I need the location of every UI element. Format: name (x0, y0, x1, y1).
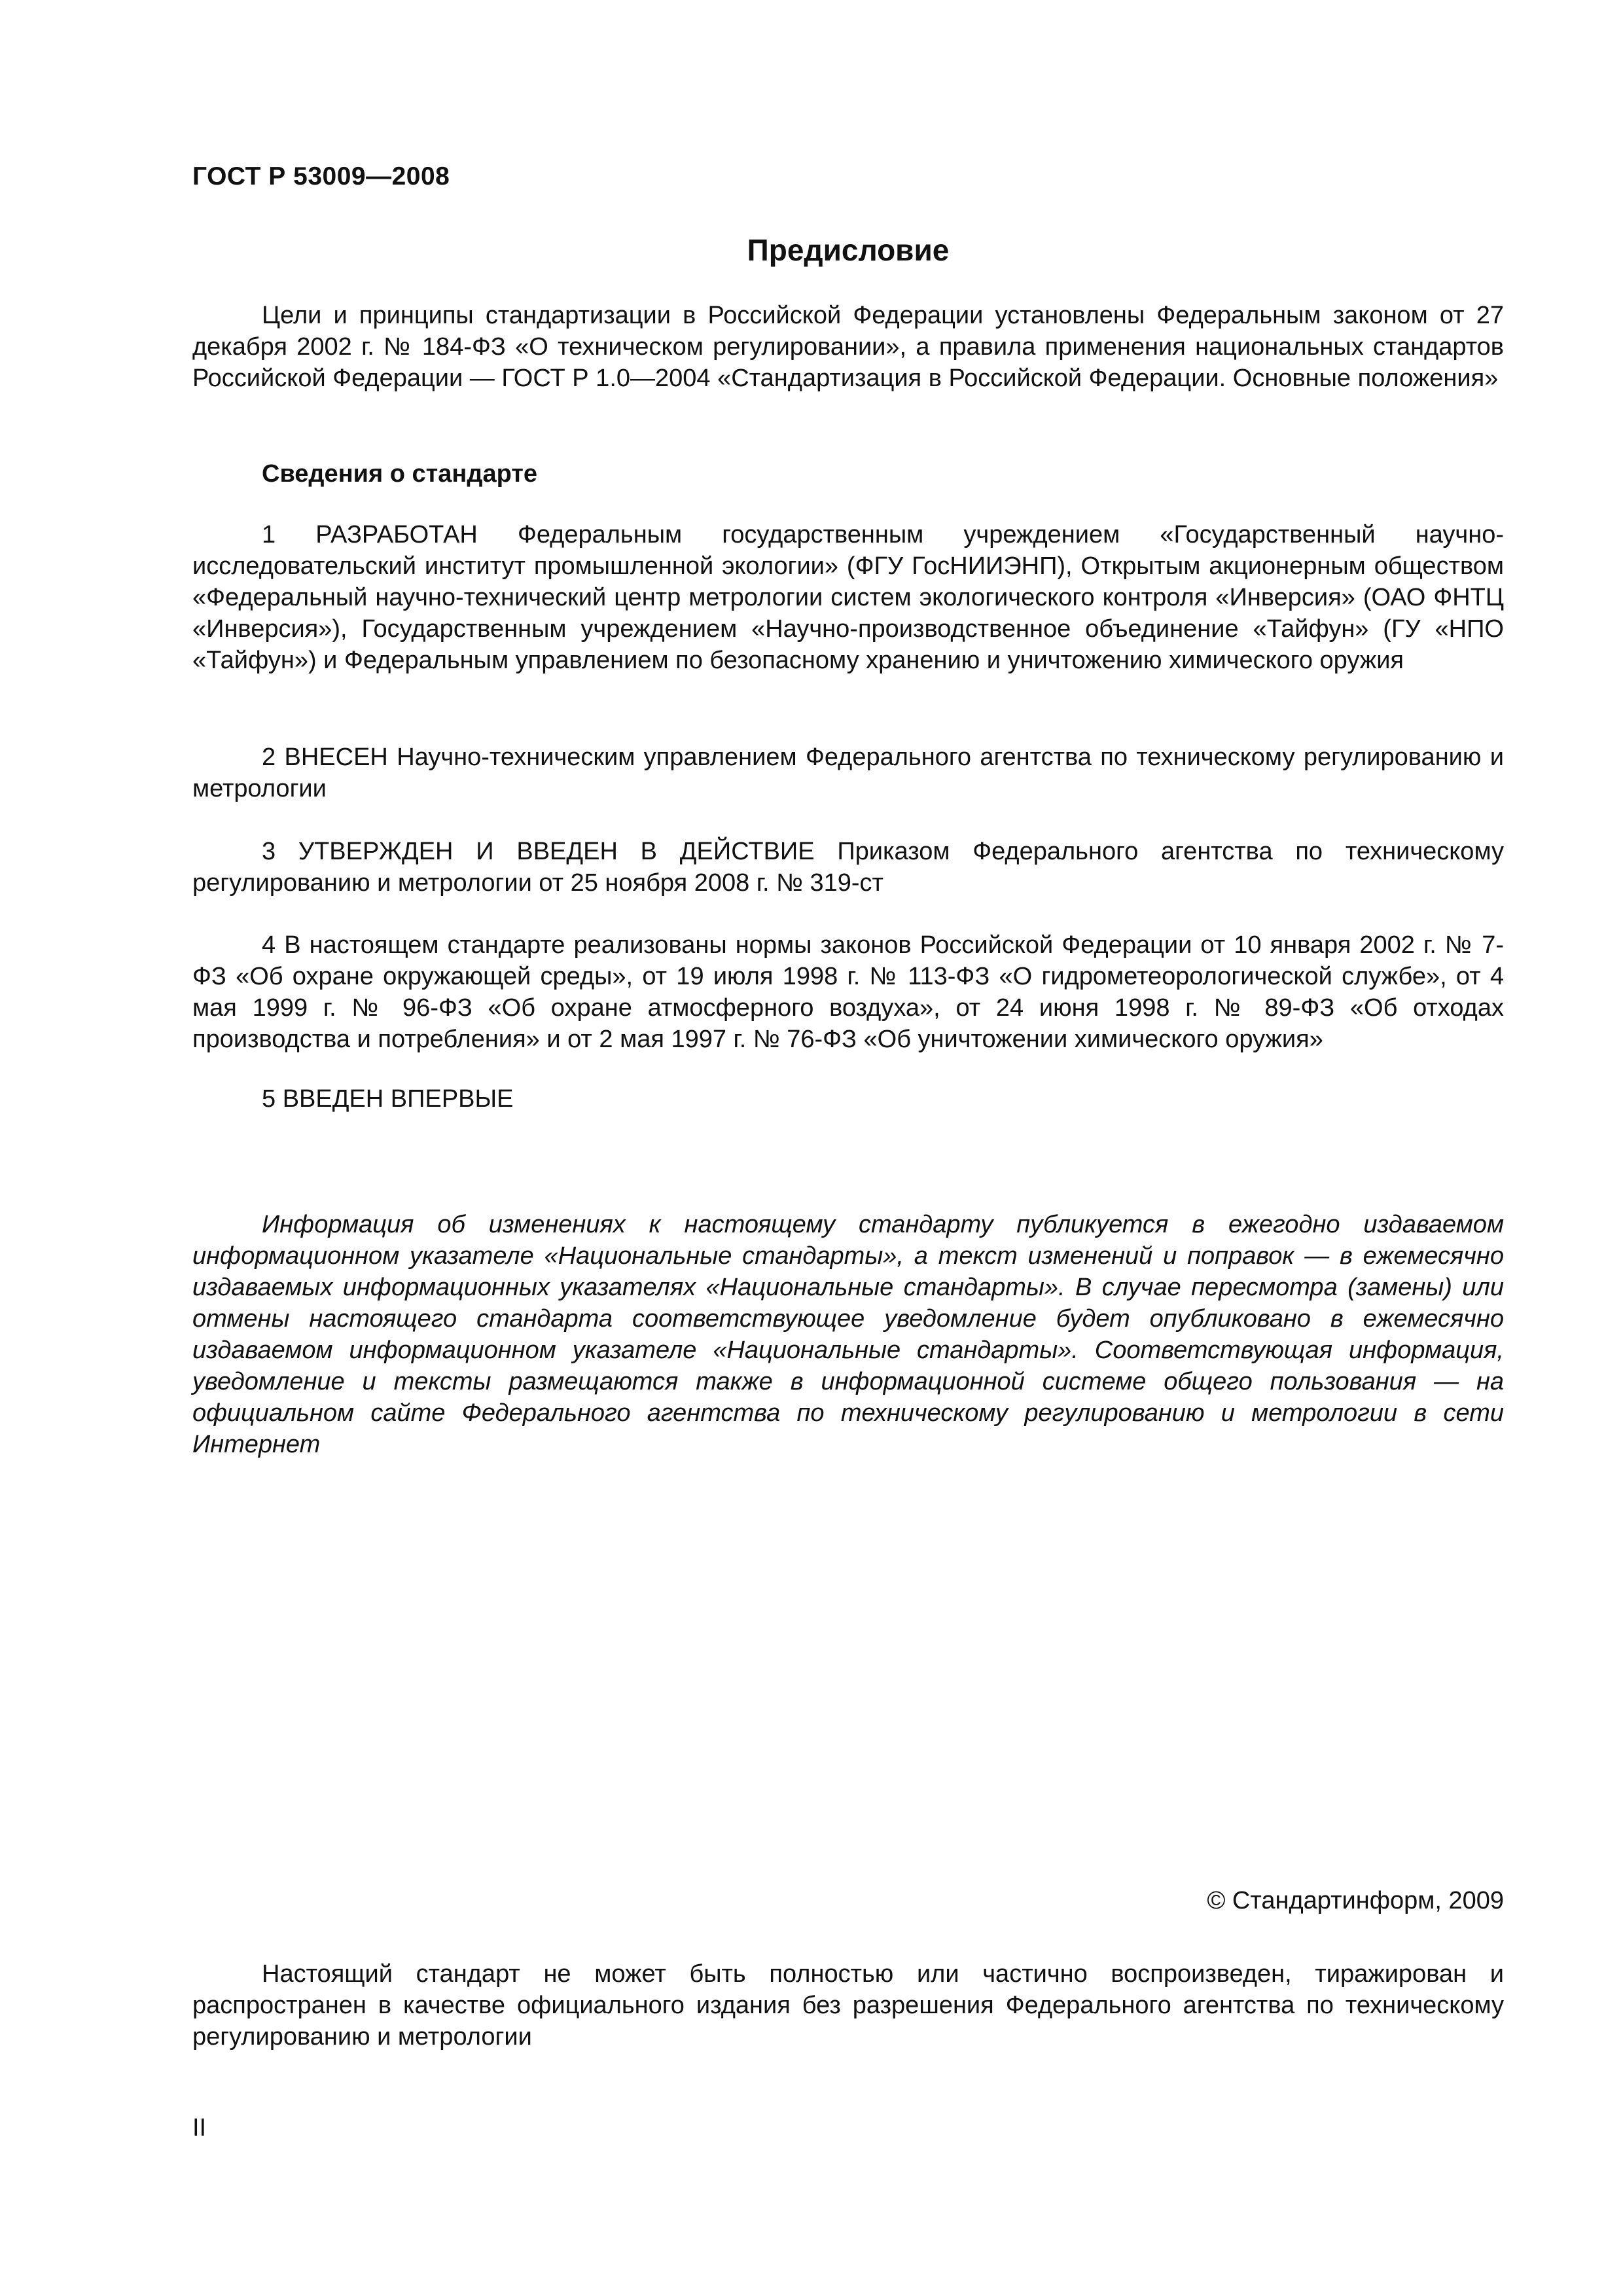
list-item-3: 3 УТВЕРЖДЕН И ВВЕДЕН В ДЕЙСТВИЕ Приказом Федерального агентства по техническому регулированию и метрологии от 25 ноября 2008 г. № 319-ст (192, 838, 1504, 897)
page-title: Предисловие (747, 233, 950, 267)
information-notice: Информация об изменениях к настоящему стандарту публикуется в ежегодно издаваемом информационном указателе «Национальные стандарты», а текст изменений и поправок — в ежемесячно издаваемых информационных указателях «Национальные стандарты». В случае пересмотра (замены) или отмены настоящего стандарта соответствующее уведомление будет опубликовано в ежемесячно издаваемом информационном указателе «Национальные стандарты». Соответствующая информация, уведомление и тексты размещаются также в информационной системе общего пользования — на официальном сайте Федерального агентства по техническому регулированию и метрологии в сети Интернет (192, 1211, 1504, 1458)
list-item-4: 4 В настоящем стандарте реализованы нормы законов Российской Федерации от 10 января 2002 г. № 7-ФЗ «Об охране окружающей среды», от 19 июля 1998 г. № 113-ФЗ «О гидрометеорологической службе», от 4 мая 1999 г. № 96-ФЗ «Об охране атмосферного воздуха», от 24 июня 1998 г. № 89-ФЗ «Об отходах производства и потребления» и от 2 мая 1997 г. № 76-ФЗ «Об уничтожении химического оружия» (192, 931, 1504, 1053)
list-item-5: 5 ВВЕДЕН ВПЕРВЫЕ (262, 1085, 514, 1113)
list-item-2: 2 ВНЕСЕН Научно-техническим управлением Федерального агентства по техническому регулированию и метрологии (192, 744, 1504, 802)
section-heading: Сведения о стандарте (262, 460, 538, 488)
copyright-line: © Стандартинформ, 2009 (1207, 1887, 1504, 1914)
document-id-header: ГОСТ Р 53009—2008 (192, 162, 450, 190)
reproduction-notice: Настоящий стандарт не может быть полностью или частично воспроизведен, тиражирован и распространен в качестве официального издания без разрешения Федерального агентства по техническому регулированию и метрологии (192, 1960, 1504, 2051)
page-number: II (192, 2114, 207, 2142)
list-item-1: 1 РАЗРАБОТАН Федеральным государственным учреждением «Государственный научно-исследовательский институт промышленной экологии» (ФГУ ГосНИИЭНП), Открытым акционерным обществом «Федеральный научно-технический центр метрологии систем экологического контроля «Инверсия» (ОАО ФНТЦ «Инверсия»), Государственным учреждением «Научно-производственное объединение «Тайфун» (ГУ «НПО «Тайфун») и Федеральным управлением по безопасному хранению и уничтожению химического оружия (192, 521, 1504, 674)
intro-paragraph: Цели и принципы стандартизации в Российской Федерации установлены Федеральным законом от 27 декабря 2002 г. № 184-ФЗ «О техническом регулировании», а правила применения национальных стандартов Российской Федерации — ГОСТ Р 1.0—2004 «Стандартизация в Российской Федерации. Основные положения» (192, 302, 1504, 392)
